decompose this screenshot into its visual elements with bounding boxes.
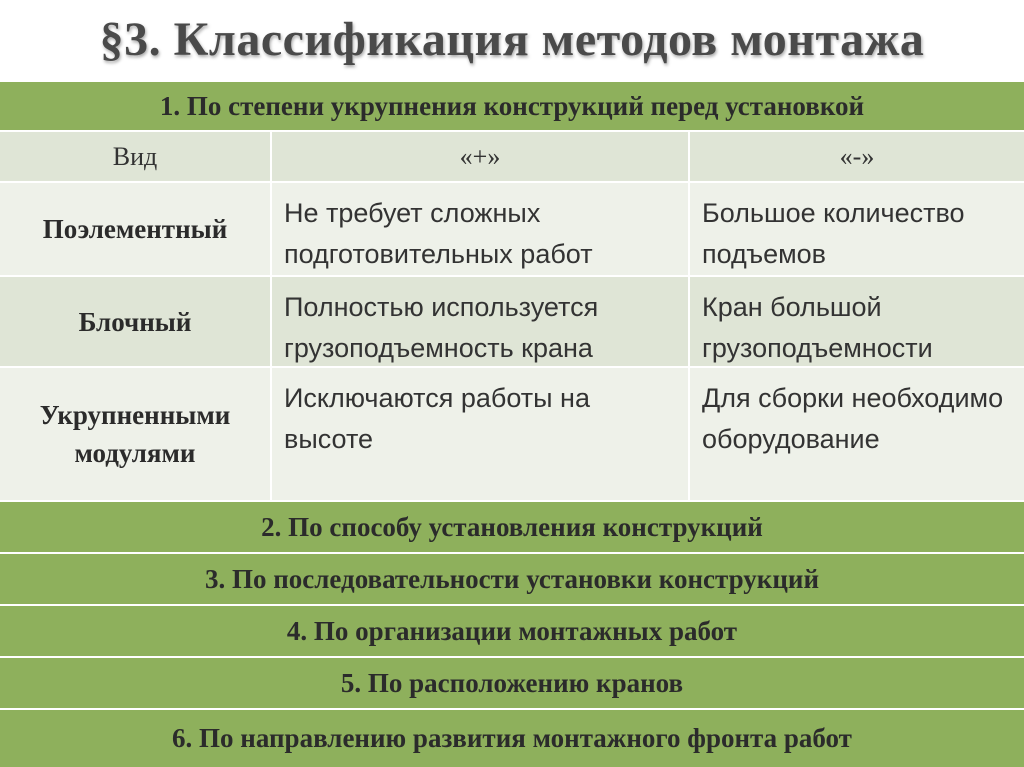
classification-table [0,80,1024,767]
section-heading: 3. По последовательности установки конструкций [204,563,819,594]
table-row [0,366,1024,500]
section-1-heading-row [0,80,1024,130]
section-3-row [0,552,1024,604]
section-4-row [0,604,1024,656]
slide-title: §3. Классификация методов монтажа [99,13,925,66]
column-header-plus: «+» [270,132,688,181]
section-2-row [0,500,1024,552]
section-heading: 4. По организации монтажных работ [286,615,738,646]
method-advantage: Не требует сложных подготовительных работ [270,183,688,275]
section-heading: 6. По направлению развития монтажного фронта работ [172,723,852,753]
section-1-heading: 1. По степени укрупнения конструкций перед установкой [159,90,865,121]
method-disadvantage: Большое количество подъемов [688,183,1024,275]
method-advantage: Исключаются работы на высоте [270,368,688,500]
table-row [0,275,1024,366]
table-row [0,181,1024,275]
method-disadvantage: Кран большой грузоподъемности [688,277,1024,366]
column-header-type: Вид [112,142,158,171]
column-header-row [0,130,1024,181]
section-5-row [0,656,1024,708]
section-heading: 5. По расположению кранов [340,667,684,698]
method-advantage: Полностью используется грузоподъемность крана [270,277,688,366]
method-name: Укрупненными модулями [39,400,231,468]
section-heading: 2. По способу установления конструкций [261,511,763,542]
method-name: Блочный [78,306,192,337]
method-disadvantage: Для сборки необходимо оборудование [688,368,1024,500]
section-6-row [0,708,1024,767]
column-header-minus: «-» [688,132,1024,181]
method-name: Поэлементный [42,214,228,244]
